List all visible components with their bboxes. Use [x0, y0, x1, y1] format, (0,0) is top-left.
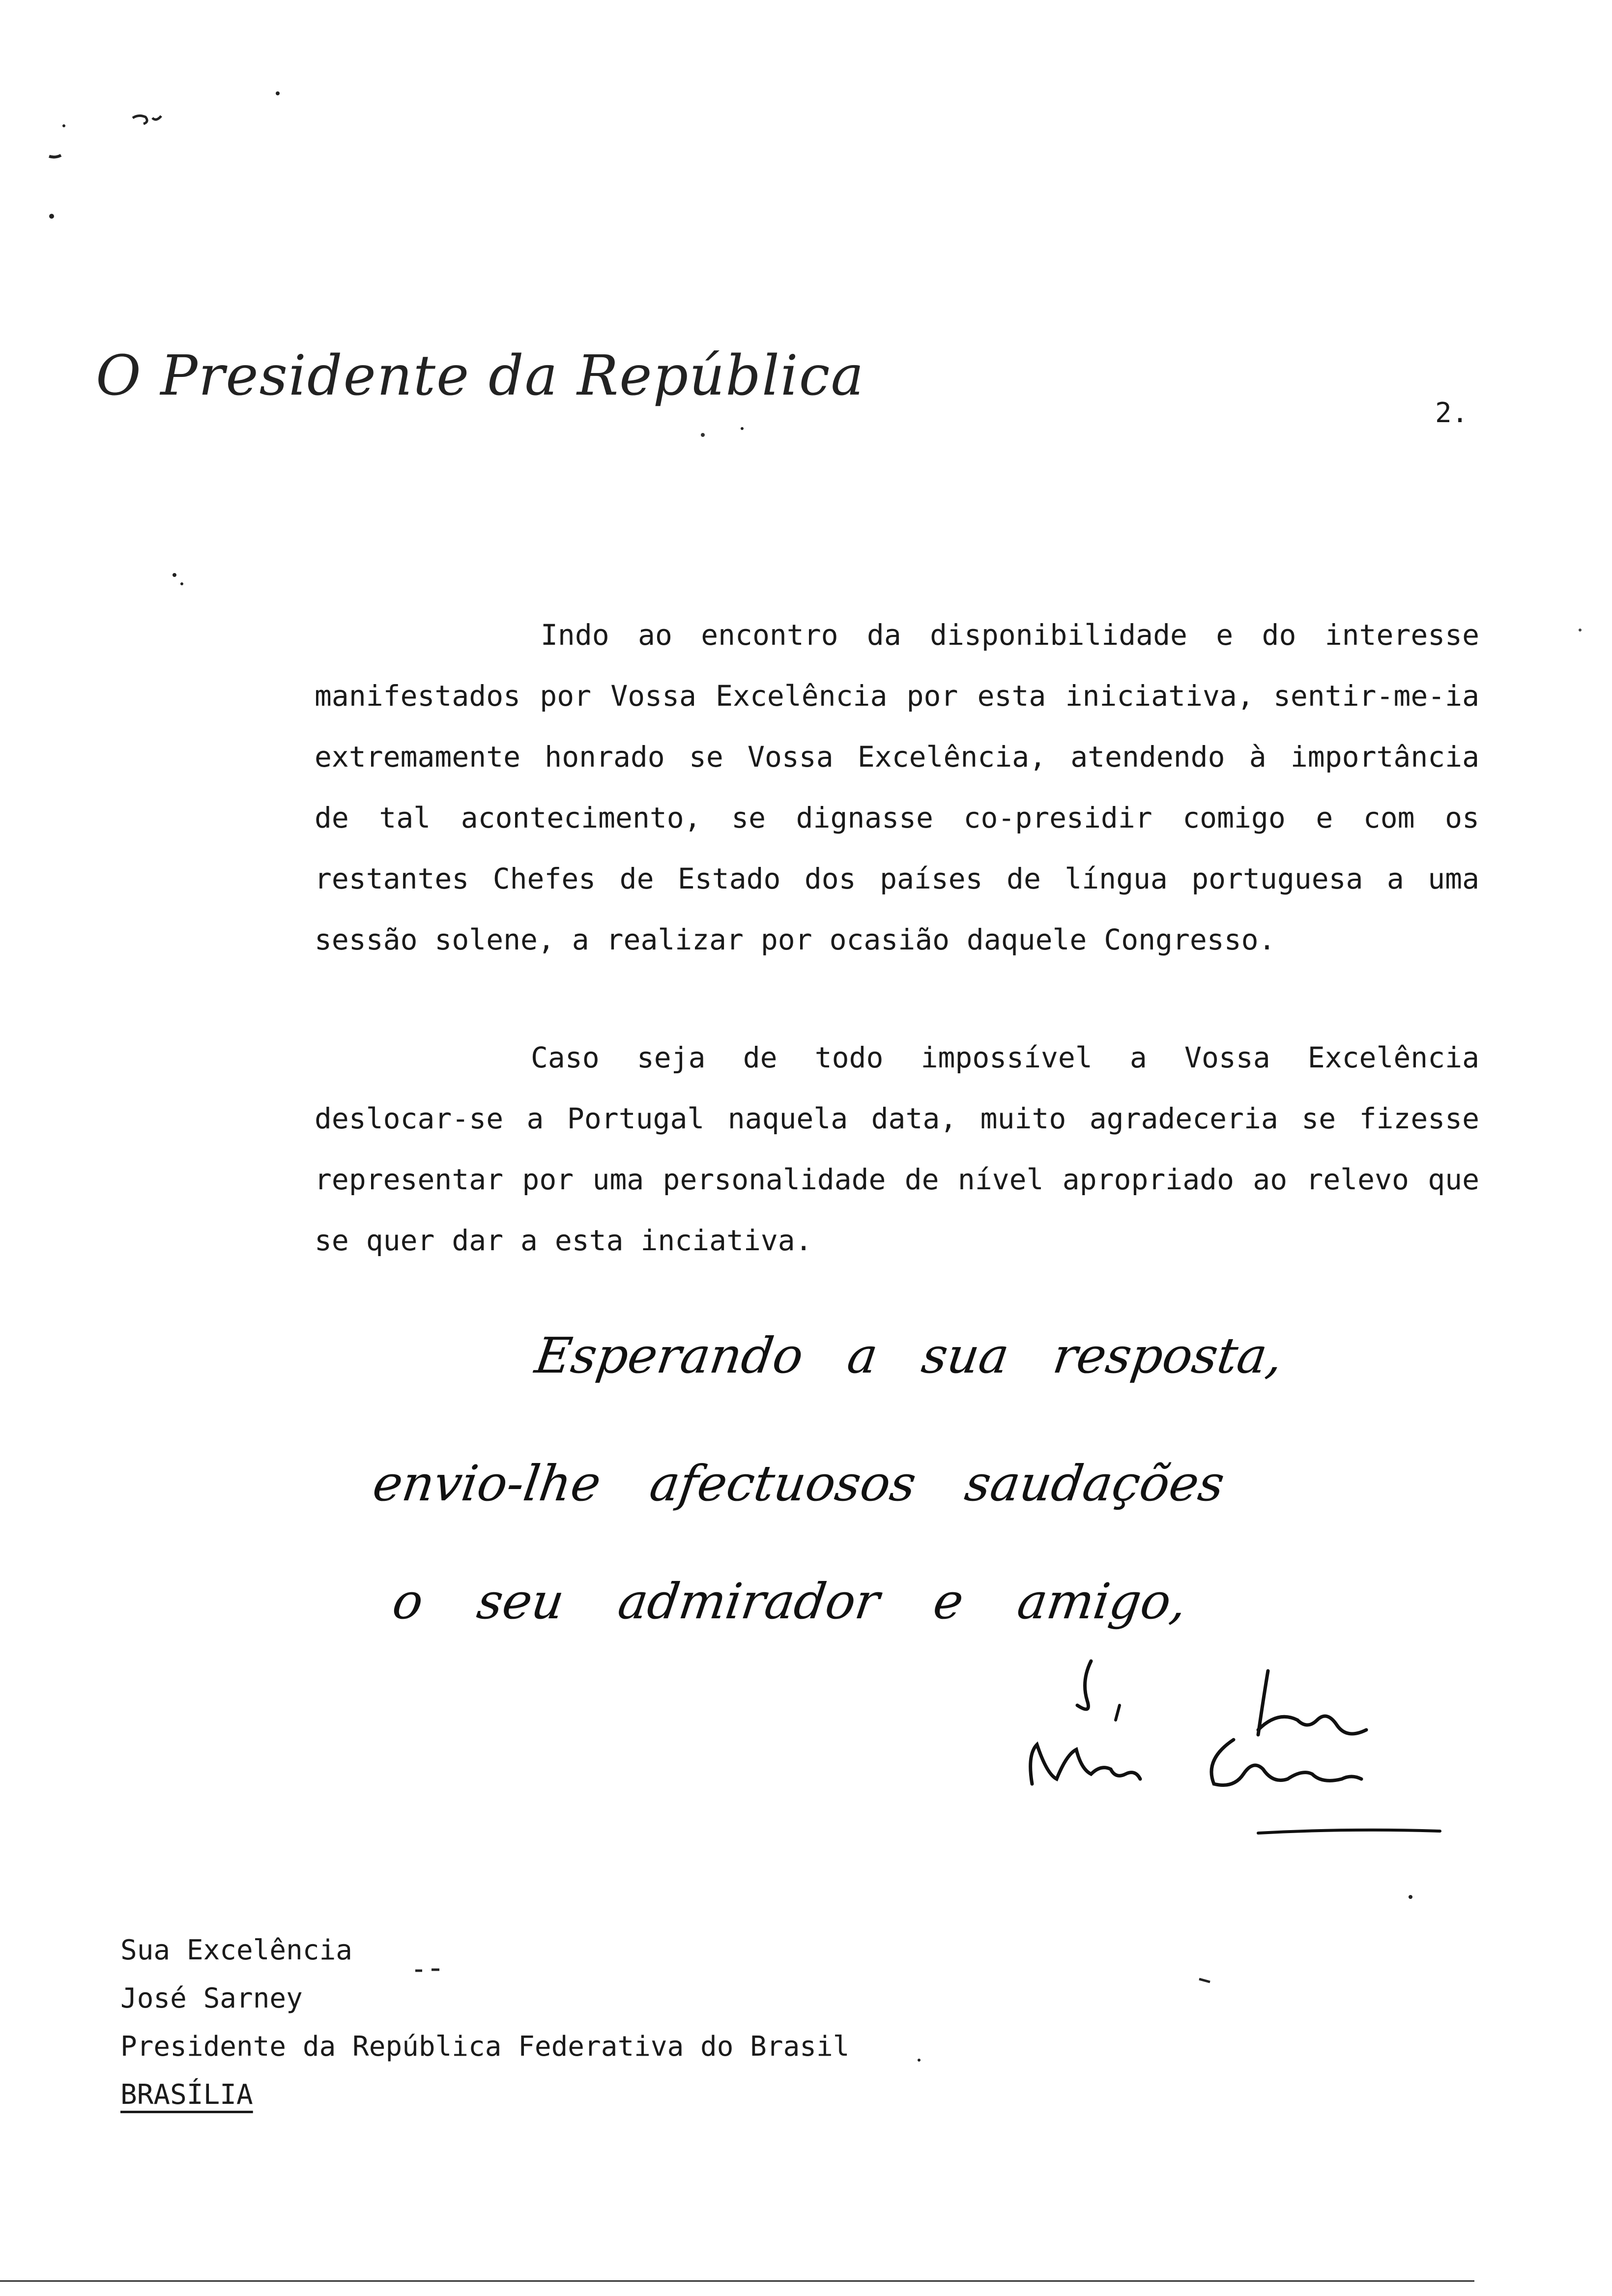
recipient-salutation: Sua Excelência — [120, 1934, 353, 1966]
paragraph-invitation: Indo ao encontro da disponibilidade e do interesse manifestados por Vossa Excelência por esta iniciativa, sentir-me-ia extremamente honrado se Vossa Excelência, atendendo à importância de tal acontecimento, se dignasse co-presidir comigo e com os restantes Chefes de Estado dos países de língua portuguesa a uma sessão solene, a realizar por ocasião daquele Congresso. — [315, 618, 1479, 956]
paragraph-representation: Caso seja de todo impossível a Vossa Excelência deslocar-se a Portugal naquela data, muito agradeceria se fizesse representar por uma personalidade de nível apropriado ao relevo que se quer dar a esta inciativa. — [315, 1041, 1479, 1257]
recipient-title: Presidente da República Federativa do Brasil — [120, 2031, 850, 2063]
handwritten-signature — [1003, 1651, 1445, 1867]
bottom-rule — [0, 2280, 1474, 2282]
handwritten-closing-line: Esperando a sua resposta, — [531, 1327, 1287, 1384]
handwritten-closing-line: envio-lhe afectuosos saudações — [369, 1455, 1228, 1512]
page-number: 2. — [1435, 397, 1468, 429]
recipient-city: BRASÍLIA — [120, 2079, 253, 2111]
recipient-address — [120, 1926, 849, 2119]
handwritten-closing-line: o seu admirador e amigo, — [389, 1573, 1190, 1630]
letterhead: O Presidente da República — [96, 344, 865, 408]
recipient-name: José Sarney — [120, 1982, 303, 2014]
